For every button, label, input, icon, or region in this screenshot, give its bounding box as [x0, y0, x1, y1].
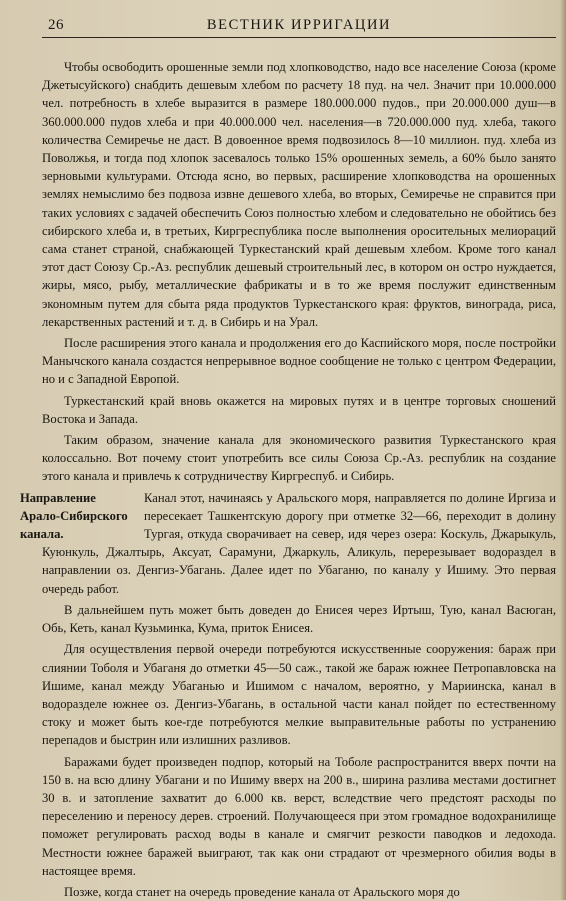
- paragraph-caspian-extension: После расширения этого канала и продолжения его до Каспийского моря, после постройки Манычского канала создастся непрерывное водное сообщение не только с центром Федерации, но и с Западной Европой.: [42, 336, 556, 387]
- side-heading: Направление Арало-Сибирского канала.: [20, 490, 128, 542]
- paragraph-grain-supply: Чтобы освободить орошенные земли под хлопководство, надо все население Союза (кроме Джетысуйского) снабдить дешевым хлебом по расчету 18 пуд. на чел. Значит при 10.000.000 чел. потребность в хлебе выразится в размере 180.000.000 пудов., при 20.000.000 душ—в 360.000.000 пудов хлеба и при 40.000.000 чел. населения—в 720.000.000 пуд. хлеба, такого количества Семиречье не даст. В довоенное время подвозилось 8—10 миллион. пуд. хлеба из Поволжья, и тогда под хлопок засевалось только 15% орошенных земель, а 60% было занято зерновыми культурами. Отсюда ясно, во первых, расширение хлопководства на орошенных землях немыслимо без подвоза извне дешевого хлеба, во вторых, Семиречье не справится при таких условиях с задачей обеспечить Союз полностью хлебом и следовательно не обойтись без сибирского хлеба и, в третьих, Киргреспублика после выполнения оросительных мелиораций сама станет страной, снабжающей Туркестанский край дешевым хлебом. Кроме того канал этот даст Союзу Ср.-Аз. республик дешевый строительный лес, в котором он остро нуждается, жиры, мясо, рыбу, металлические фабрикаты и в то же время послужит единственным экономным путем для сбыта ряда продуктов Туркестанского края: фруктов, винограда, риса, лекарственных растений и т. д. в Сибирь и на Урал.: [42, 60, 556, 329]
- page-edge-shadow: [560, 0, 566, 900]
- paragraph-canal-route: [20, 489, 556, 598]
- paragraph-later-stage: Позже, когда станет на очередь проведение канала от Аральского моря до: [64, 884, 460, 899]
- paragraph-world-routes: Туркестанский край вновь окажется на мировых путях и в центре торговых сношений Востока и Запада.: [42, 393, 556, 426]
- paragraph-first-stage-structures: Для осуществления первой очереди потребуются искусственные сооружения: бараж при слиянии Тоболя и Убаганя до отметки 45—50 саж., такой же бараж южнее Петропавловска на Ишиме, канал между Убаганью и Ишимом с началом, вероятно, у Мариинска, канал в водоразделе южнее оз. Денгиз-Убагань, в остальной части канал пойдет по естественному стоку и может быть кое-где потребуются мелкие выправительные работы по устранению перепадов и быстрин или излишних разливов.: [42, 642, 556, 748]
- page-number: 26: [48, 17, 64, 33]
- paragraph-canal-significance: Таким образом, значение канала для экономического развития Туркестанского края колоссально. Вот почему стоит употребить все силы Союза Ср.-Аз. республик на создание этого канала и привлечь к сотрудничеству Киргреспуб. и Сибирь.: [42, 433, 556, 484]
- paragraph-barrages: Баражами будет произведен подпор, который на Тоболе распространится вверх почти на 150 в. на всю длину Убагани и по Ишиму вверх на 200 в., ширина разлива местами достигнет 30 в. и затопление захватит до 6.000 кв. верст, вследствие чего предстоят расходы по переселению и переносу дерев. строений. Получающееся при этом громадное водохранилище поможет регулировать расход воды в канале и смягчит резкости паводков и ледохода. Местности южнее баражей выиграют, так как они страдают от чрезмерного обилия воды в настоящее время.: [42, 754, 556, 878]
- article-body: [20, 58, 556, 901]
- route-text: Канал этот, начинаясь у Аральского моря, направляется по долине Иргиза и пересекает Ташкентскую дорогу при отметке 32—66, переходит в долину Тургая, откуда сворачивает на север, идя через озера: Коскуль, Джарыкуль, Куюнкуль, Джалтырь, Аксуат, Сарамуни, Джаркуль, Аликуль, перерезывает водораздел в направлении оз. Денгиз-Убагань. Далее идет по Убаганю, по каналу у Ишиму. Это первая очередь работ.: [42, 490, 556, 596]
- running-title: ВЕСТНИК ИРРИГАЦИИ: [206, 17, 392, 33]
- page-header: [42, 14, 556, 38]
- paragraph-yenisei-extension: В дальнейшем путь может быть доведен до Енисея через Иртыш, Тую, канал Васюган, Обь, Кеть, канал Кузьминка, Кума, приток Енисея.: [42, 602, 556, 636]
